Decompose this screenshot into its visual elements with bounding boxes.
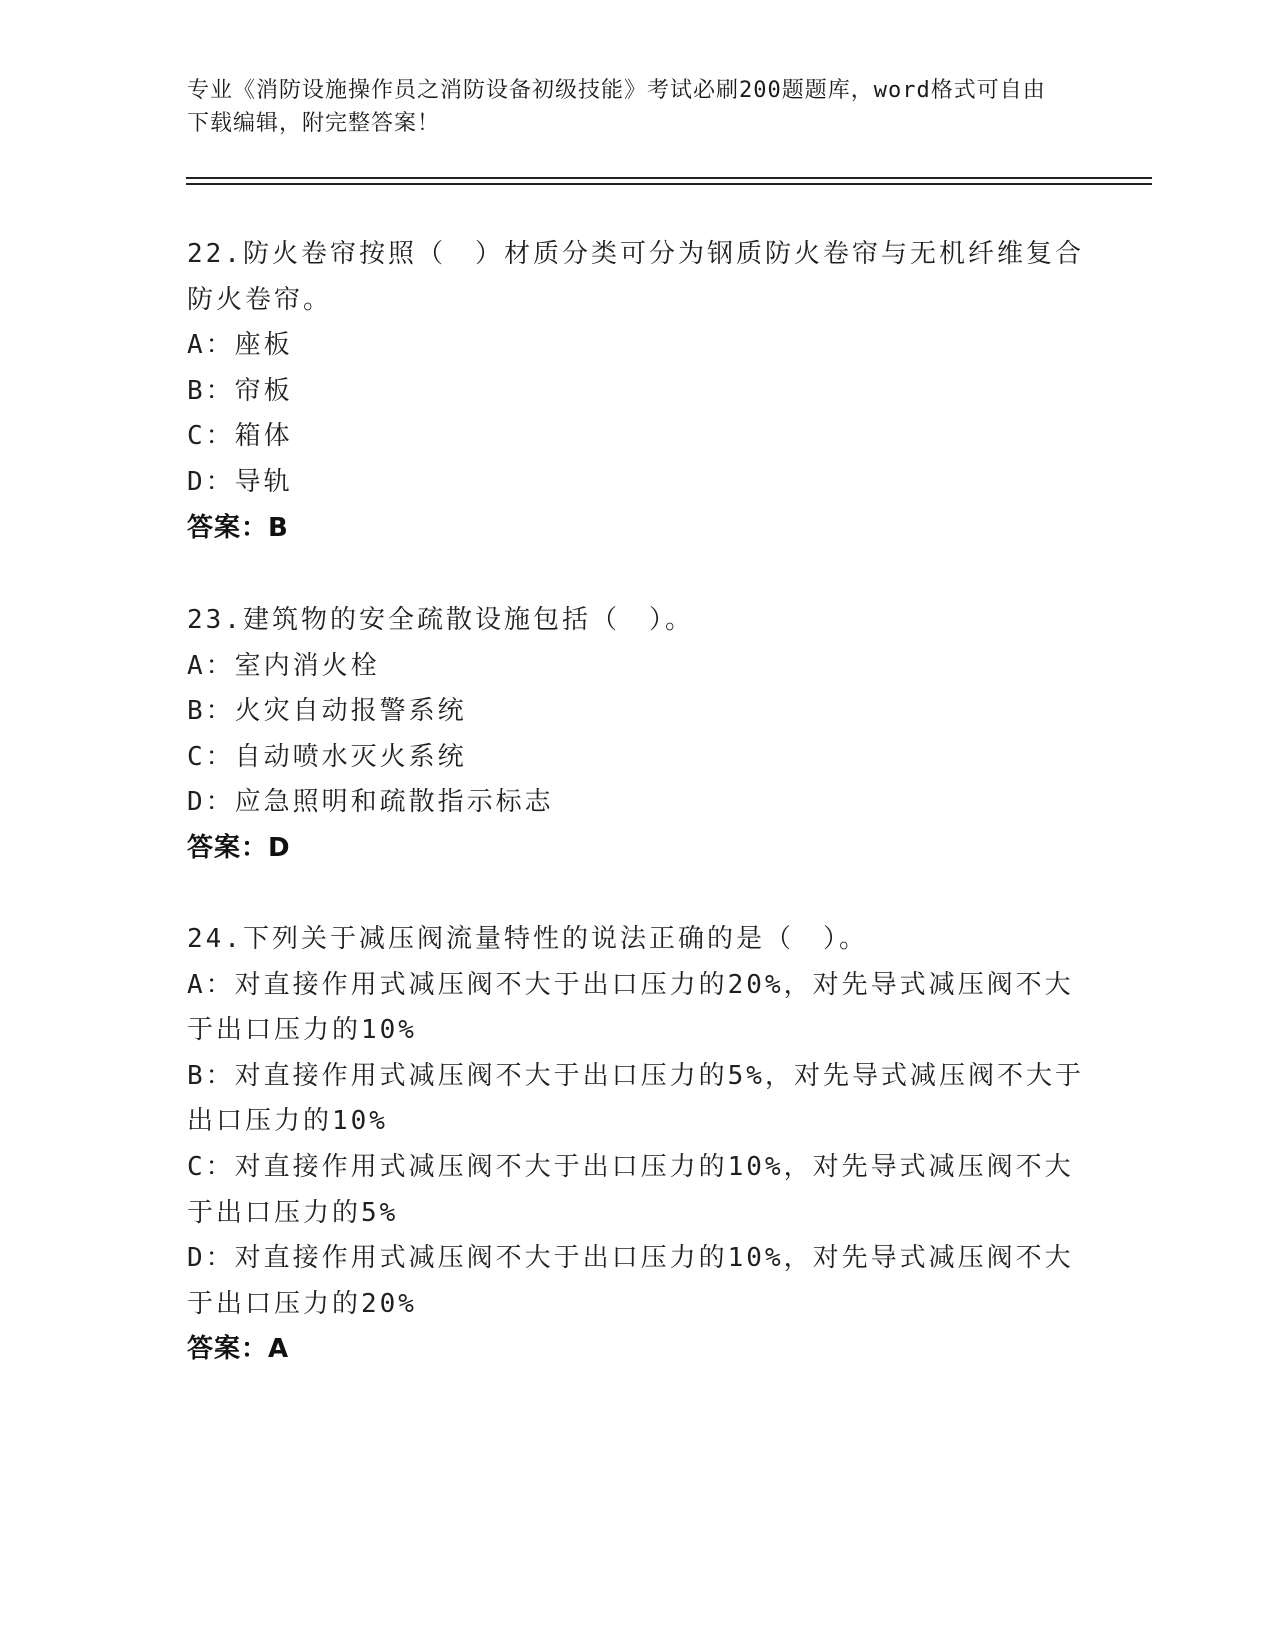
option-b: B：帘板 bbox=[187, 375, 293, 406]
question-stem: 23.建筑物的安全疏散设施包括（ ）。 bbox=[187, 605, 694, 635]
question-stem: 24.下列关于减压阀流量特性的说法正确的是（ ）。 bbox=[187, 924, 868, 954]
document-header: 专业《消防设施操作员之消防设备初级技能》考试必刷200题题库，word格式可自由下载编辑，附完整答案！ bbox=[187, 78, 1046, 136]
option-a: A：对直接作用式减压阀不大于出口压力的20%，对先导式减压阀不大于出口压力的10% bbox=[187, 969, 1074, 1046]
question-22 bbox=[187, 232, 1087, 551]
question-stem: 22.防火卷帘按照（ ）材质分类可分为钢质防火卷帘与无机纤维复合防火卷帘。 bbox=[187, 239, 1084, 315]
header-divider-bottom bbox=[186, 183, 1152, 185]
option-d: D：对直接作用式减压阀不大于出口压力的10%，对先导式减压阀不大于出口压力的20% bbox=[187, 1243, 1074, 1319]
option-c: C：自动喷水灭火系统 bbox=[187, 741, 467, 772]
option-d: D：导轨 bbox=[187, 466, 293, 497]
option-a: A：座板 bbox=[187, 330, 293, 361]
question-23 bbox=[187, 598, 1087, 872]
option-b: B：对直接作用式减压阀不大于出口压力的5%，对先导式减压阀不大于出口压力的10% bbox=[187, 1060, 1084, 1137]
answer: 答案：D bbox=[187, 832, 291, 863]
option-b: B：火灾自动报警系统 bbox=[187, 696, 467, 727]
question-24 bbox=[187, 917, 1087, 1373]
option-c: C：对直接作用式减压阀不大于出口压力的10%，对先导式减压阀不大于出口压力的5% bbox=[187, 1151, 1074, 1228]
option-d: D：应急照明和疏散指示标志 bbox=[187, 787, 554, 818]
answer: 答案：B bbox=[187, 512, 289, 543]
answer: 答案：A bbox=[187, 1334, 290, 1365]
option-a: A：室内消火栓 bbox=[187, 650, 380, 681]
header-divider-top bbox=[186, 177, 1152, 179]
option-c: C：箱体 bbox=[187, 421, 293, 452]
